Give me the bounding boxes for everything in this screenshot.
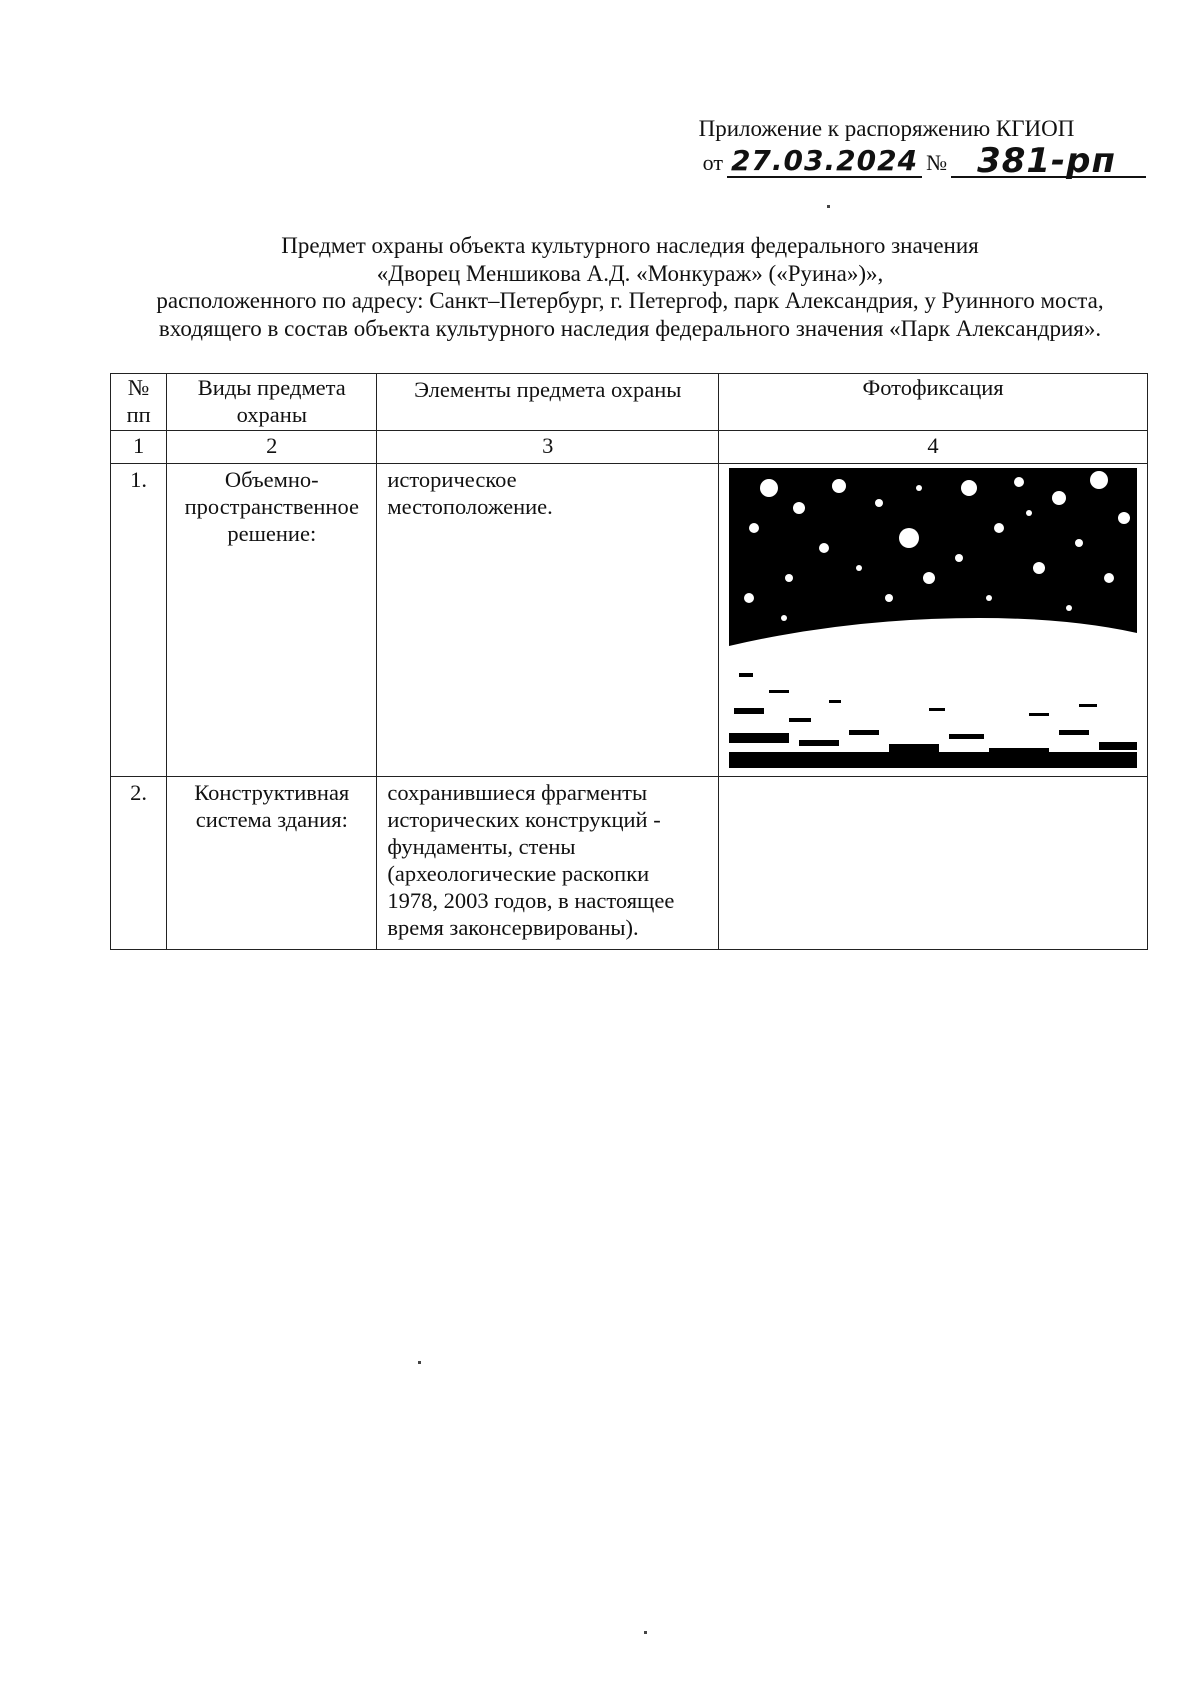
row-element-line: местоположение.: [387, 494, 553, 519]
date-prefix: от: [702, 150, 723, 175]
site-photo: [729, 468, 1137, 768]
date-number-line: [699, 141, 1146, 181]
number-prefix: №: [926, 150, 948, 175]
handwritten-date: 27.03.2024: [727, 146, 922, 178]
row-element-line: фундаменты, стены: [387, 834, 576, 859]
row-elements: [377, 464, 719, 777]
row-element-line: сохранившиеся фрагменты: [387, 780, 648, 805]
row-kind-line: решение:: [227, 521, 317, 546]
protection-table: [110, 373, 1148, 950]
row-kind-line: пространственное: [184, 494, 359, 519]
row-kind: [167, 777, 377, 950]
header-num: [111, 374, 167, 431]
table-row: [111, 777, 1148, 950]
document-title: [100, 232, 1160, 342]
title-line-2: «Дворец Меншикова А.Д. «Монкураж» («Руина»)»,: [376, 260, 884, 286]
column-number-row: [111, 431, 1148, 464]
scan-speck: [827, 205, 830, 208]
site-photo-image: [729, 468, 1137, 768]
header-photo: Фотофиксация: [719, 374, 1148, 431]
row-number: 1.: [111, 464, 167, 777]
header-kind-line-1: Виды предмета: [197, 375, 346, 400]
header-kind: [167, 374, 377, 431]
column-number: 1: [111, 431, 167, 464]
column-number: 2: [167, 431, 377, 464]
header-elements: Элементы предмета охраны: [377, 374, 719, 431]
appendix-block: [698, 114, 1146, 181]
handwritten-number: 381-рп: [951, 146, 1146, 178]
column-number: 4: [719, 431, 1148, 464]
row-kind-line: система здания:: [195, 807, 348, 832]
title-line-1: Предмет охраны объекта культурного наследия федерального значения: [281, 233, 979, 258]
row-number: 2.: [111, 777, 167, 950]
row-element-line: исторических конструкций -: [387, 807, 661, 832]
row-element-line: (археологические раскопки: [387, 861, 650, 886]
scan-speck: [418, 1361, 421, 1364]
header-num-line-1: №: [127, 375, 150, 400]
row-photo-cell-empty: [719, 777, 1148, 950]
table-header-row: [111, 374, 1148, 431]
appendix-line: Приложение к распоряжению КГИОП: [698, 116, 1075, 141]
scan-speck: [644, 1631, 647, 1634]
title-line-3: расположенного по адресу: Санкт–Петербург, г. Петергоф, парк Александрия, у Руинного моста,: [156, 288, 1104, 313]
row-photo-cell: [719, 464, 1148, 777]
header-kind-line-2: охраны: [236, 402, 307, 427]
header-num-line-2: пп: [126, 402, 151, 427]
row-element-line: историческое: [387, 467, 517, 492]
row-element-line: 1978, 2003 годов, в настоящее: [387, 888, 675, 913]
row-element-line: время законсервированы).: [387, 915, 639, 940]
row-kind: [167, 464, 377, 777]
table-row: [111, 464, 1148, 777]
row-kind-line: Объемно-: [224, 467, 319, 492]
row-elements: [377, 777, 719, 950]
title-line-4: входящего в состав объекта культурного наследия федерального значения «Парк Александрия».: [158, 315, 1102, 341]
row-kind-line: Конструктивная: [194, 780, 350, 805]
column-number: 3: [377, 431, 719, 464]
